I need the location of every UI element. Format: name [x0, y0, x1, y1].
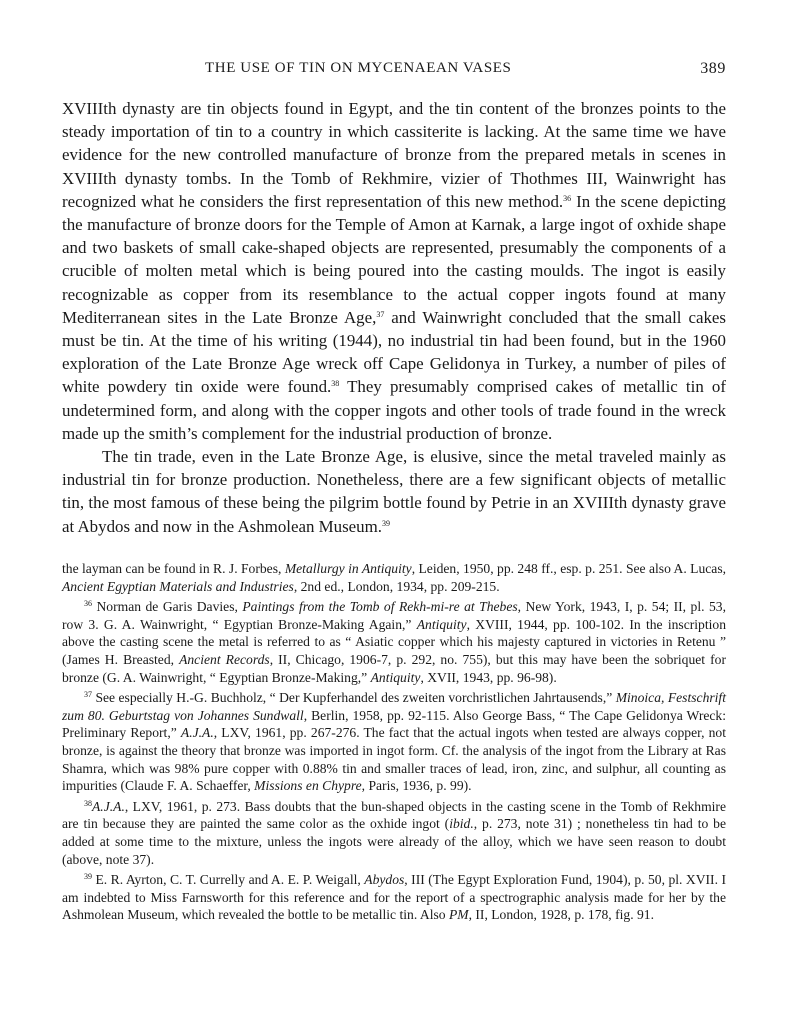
- citation-title: ibid.: [449, 816, 474, 832]
- text-run: Norman de Garis Davies,: [92, 599, 243, 615]
- text-run: the layman can be found in R. J. Forbes,: [62, 561, 285, 576]
- running-title: THE USE OF TIN ON MYCENAEAN VASES: [205, 60, 512, 76]
- footnote-number: 39: [84, 872, 92, 882]
- text-run: E. R. Ayrton, C. T. Currelly and A. E. P. Weigall,: [92, 872, 365, 888]
- text-run: , II, Chicago, 1906-7, p. 292, no. 755), but this may have been the sobriquet for bronze (G. A. Wainwright, “ Egyptian Bronze-Making,”: [62, 651, 726, 685]
- citation-title: Missions en Chypre: [254, 778, 362, 794]
- footnote-number: 38: [84, 798, 92, 808]
- footnote-38: [62, 798, 726, 868]
- text-run: , LXV, 1961, pp. 267-276. The fact that the actual ingots when tested are always copper, not bronze, is against the theory that bronze was imported in ingot form. Cf. the analysis of the ingot from the Library at Ras Shamra, which was 98% pure copper with 0.88% tin and smaller traces of lead, iron, zinc, and sulphur, all counting as impurities (Claude F. A. Schaeffer,: [62, 725, 727, 794]
- running-header: [62, 60, 726, 84]
- footnote-number: 37: [84, 690, 92, 700]
- footnote-number: 36: [84, 599, 92, 609]
- citation-title: Antiquity: [416, 616, 467, 632]
- text-run: , New York, 1943, I, p. 54; II, pl. 53, row 3. G. A. Wainwright, “ Egyptian Bronze-Making Again,”: [62, 599, 727, 632]
- text-run: , II, London, 1928, p. 178, fig. 91.: [468, 907, 654, 923]
- paragraph-2: [62, 445, 726, 538]
- citation-title: Antiquity: [370, 669, 421, 685]
- footnote-37: [62, 689, 726, 795]
- citation-title: A.J.A.: [92, 798, 125, 814]
- footnote-ref-37: 37: [376, 309, 385, 319]
- citation-title: PM: [448, 907, 469, 923]
- text-run: , XVII, 1943, pp. 96-98).: [420, 669, 557, 685]
- text-run: , p. 273, note 31) ; nonetheless tin had to be added at some time to the mixture, unless the ingots were already of the alloy, which we have seen reason to doubt (above, note 37).: [62, 816, 726, 867]
- citation-title: Minoica, Festschrift zum 80. Geburtstag von Johannes Sundwall: [62, 690, 726, 723]
- footnote-ref-39: 39: [381, 518, 390, 528]
- text-run: , XVIII, 1944, pp. 100-102. In the inscription above the casting scene the metal is referred to as “ Asiatic copper which his majesty captured in victories in Retenu ” (James H. Breasted,: [62, 616, 726, 667]
- main-text: [62, 97, 726, 538]
- footnote-ref-38: 38: [331, 379, 340, 389]
- citation-title: Ancient Records: [179, 651, 270, 667]
- text-run: , Berlin, 1958, pp. 92-115. Also George Bass, “ The Cape Gelidonya Wreck: Preliminary Report,”: [62, 707, 726, 741]
- footnotes: [62, 560, 726, 927]
- text-run: , 2nd ed., London, 1934, pp. 209-215.: [293, 578, 500, 594]
- page-number: 389: [700, 60, 726, 77]
- footnote-ref-36: 36: [563, 193, 572, 203]
- citation-title: Ancient Egyptian Materials and Industries: [62, 578, 294, 594]
- footnote-continued: [62, 560, 726, 595]
- citation-title: Metallurgy in Antiquity: [284, 561, 412, 576]
- footnote-39: [62, 871, 726, 924]
- citation-title: Abydos: [364, 872, 405, 888]
- text-run: , Leiden, 1950, pp. 248 ff., esp. p. 251. See also A. Lucas,: [411, 561, 727, 576]
- text-run: , Paris, 1936, p. 99).: [361, 778, 472, 794]
- citation-title: A.J.A.: [180, 725, 214, 741]
- text-run: and Wainwright concluded that the small cakes must be tin. At the time of his writing (1944), no industrial tin had been found, but in the 1960 exploration of the Late Bronze Age wreck off Cape Gelidonya in Turkey, a number of piles of white powdery tin oxide were found.: [62, 307, 726, 397]
- text-run: See especially H.-G. Buchholz, “ Der Kupferhandel des zweiten vorchristlichen Jahrtausends,”: [92, 690, 616, 706]
- text-run: In the scene depicting the manufacture of bronze doors for the Temple of Amon at Karnak, a large ingot of oxhide shape and two baskets of small cake-shaped objects are represented, presumably the components of a crucible of molten metal which is being poured into the casting moulds. The ingot is easily recognizable as copper from its resemblance to the actual copper ingots found at many Mediterranean sites in the Late Bronze Age,: [62, 191, 726, 327]
- paragraph-1: [62, 97, 726, 445]
- citation-title: Paintings from the Tomb of Rekh-mi-re at Thebes: [242, 599, 518, 615]
- text-run: XVIIIth dynasty are tin objects found in Egypt, and the tin content of the bronzes points to the steady importation of tin to a country in which cassiterite is lacking. At the same time we have evidence for the new controlled manufacture of bronze from the prepared metals in scenes in XVIIIth dynasty tombs. In the Tomb of Rekhmire, vizier of Thothmes III, Wainwright has recognized what he considers the first representation of this new method.: [62, 99, 726, 211]
- text-run: They presumably comprised cakes of metallic tin of undetermined form, and along with the copper ingots and other tools of trade found in the wreck made up the smith’s complement for the industrial production of bronze.: [62, 377, 726, 443]
- footnote-36: [62, 598, 726, 686]
- text-run: , III (The Egypt Exploration Fund, 1904), p. 50, pl. XVII. I am indebted to Miss Farnsworth for this reference and for the report of a spectrographic analysis made for her by the Ashmolean Museum, which revealed the bottle to be metallic tin. Also: [62, 872, 726, 923]
- text-run: , LXV, 1961, p. 273. Bass doubts that the bun-shaped objects in the casting scene in the Tomb of Rekhmire are tin because they are painted the same color as the oxhide ingot (: [62, 798, 726, 832]
- text-run: The tin trade, even in the Late Bronze Age, is elusive, since the metal traveled mainly as industrial tin for bronze production. Nonetheless, there are a few significant objects of metallic tin, the most famous of these being the pilgrim bottle found by Petrie in an XVIIIth dynasty grave at Abydos and now in the Ashmolean Museum.: [62, 447, 726, 536]
